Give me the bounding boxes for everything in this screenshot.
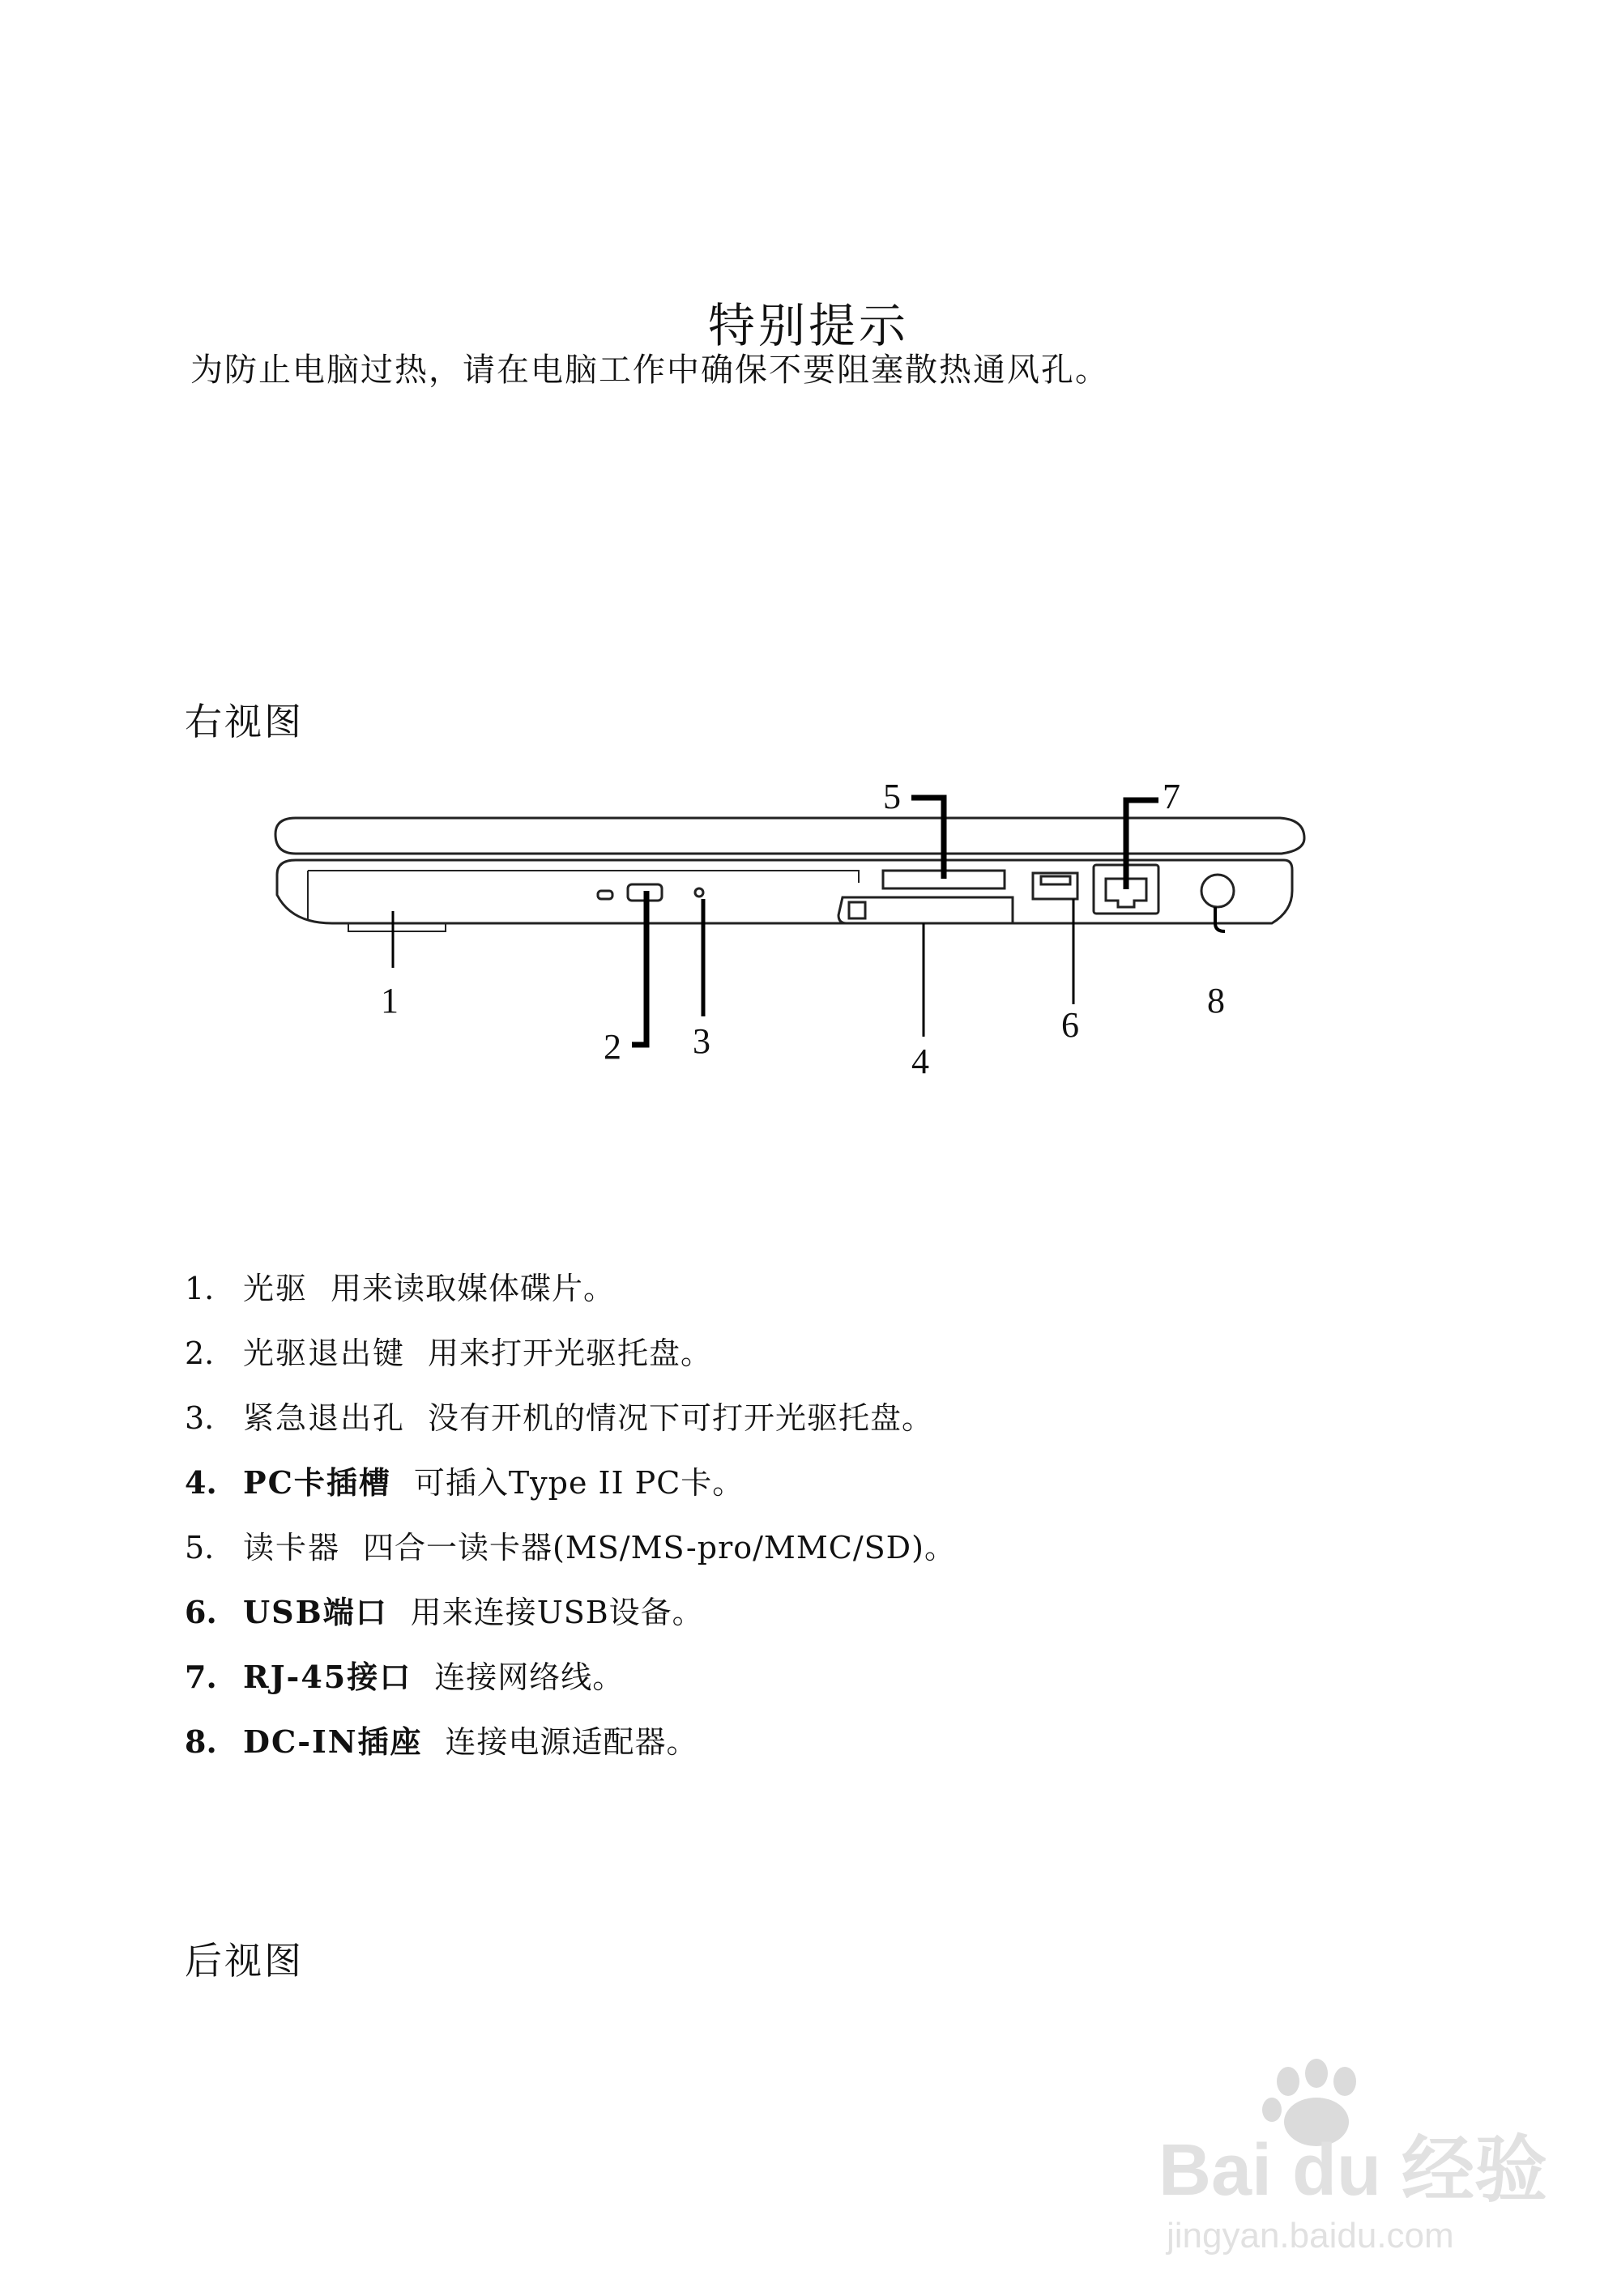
list-item [185,1458,1400,1523]
list-item [185,1652,1400,1717]
label-1: 1 [381,981,399,1020]
label-3: 3 [693,1021,710,1061]
list-item [185,1328,1400,1393]
item-name: PC卡插槽 [243,1464,391,1501]
list-item [185,1717,1400,1782]
eject-led [598,891,612,899]
item-number: 7. [185,1659,217,1695]
item-number: 3. [185,1400,215,1436]
item-name: 紧急退出孔 [243,1400,406,1436]
baidu-paw-icon [1150,2049,1555,2260]
item-name: 读卡器 [243,1530,341,1565]
label-2: 2 [604,1027,621,1067]
item-number: 6. [185,1594,217,1630]
watermark-brand: Bai du 经验 [1158,2130,1548,2211]
emergency-hole [695,888,703,897]
right-view-diagram [259,769,1312,1077]
laptop-side-illustration [259,769,1312,1077]
item-description: 用来连接USB设备。 [410,1595,704,1630]
watermark-url: jingyan.baidu.com [1167,2216,1454,2256]
item-name: USB端口 [243,1594,388,1630]
label-7: 7 [1163,777,1180,816]
label-8: 8 [1207,981,1225,1020]
overheat-notice: 为防止电脑过热，请在电脑工作中确保不要阻塞散热通风孔。 [190,351,1109,389]
back-view-heading: 后视图 [185,1939,304,1983]
item-description: 四合一读卡器(MS/MS-pro/MMC/SD)。 [363,1530,956,1565]
dc-in-jack [1201,875,1234,907]
page-title: 特别提示 [707,298,909,353]
list-item [185,1587,1400,1652]
item-description: 可插入Type II PC卡。 [413,1465,745,1501]
port-list [185,1263,1400,1782]
item-description: 连接电源适配器。 [445,1724,698,1760]
label-4: 4 [911,1042,929,1077]
item-name: 光驱 [243,1271,309,1306]
baidu-watermark [1150,2049,1555,2260]
item-description: 用来打开光驱托盘。 [428,1335,713,1371]
item-name: DC-IN插座 [243,1723,423,1760]
item-number: 5. [185,1530,215,1565]
callout-line-2 [632,891,646,1045]
item-name: RJ-45接口 [243,1659,412,1695]
list-item [185,1393,1400,1458]
callout-line-8 [1215,907,1225,931]
right-view-heading: 右视图 [185,700,304,743]
item-number: 2. [185,1335,215,1371]
callout-line-7 [1126,800,1158,889]
item-name: 光驱退出键 [243,1335,406,1371]
list-item [185,1263,1400,1328]
label-5: 5 [883,777,901,816]
item-description: 连接网络线。 [434,1659,625,1695]
item-description: 没有开机的情况下可打开光驱托盘。 [428,1400,934,1436]
item-description: 用来读取媒体碟片。 [331,1271,616,1306]
label-6: 6 [1061,1005,1079,1045]
item-number: 4. [185,1464,217,1501]
laptop-lid [275,818,1304,854]
item-number: 1. [185,1271,215,1306]
list-item [185,1523,1400,1587]
item-number: 8. [185,1723,217,1760]
callout-line-5 [911,798,944,879]
